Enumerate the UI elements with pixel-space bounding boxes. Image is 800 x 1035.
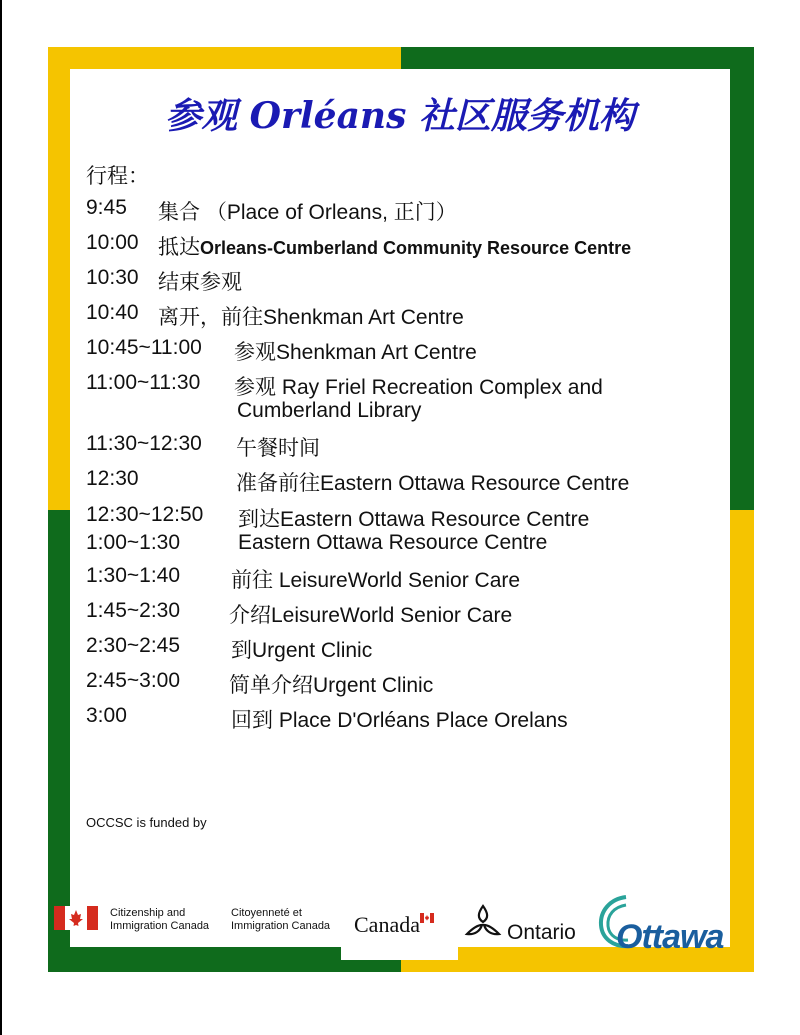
- schedule-time: 2:30~2:45: [86, 634, 181, 657]
- cic-english-name: [110, 907, 209, 933]
- schedule-desc: 结束参观: [158, 271, 242, 294]
- canada-wordmark: Canada: [354, 912, 420, 937]
- schedule-time: 1:45~2:30: [86, 599, 181, 622]
- schedule-desc: 介绍LeisureWorld Senior Care: [229, 604, 513, 627]
- schedule-desc: 离开，前往Shenkman Art Centre: [158, 306, 464, 329]
- schedule-desc-continued: Cumberland Library: [237, 399, 422, 422]
- schedule-time: 10:45~11:00: [86, 336, 202, 359]
- schedule-time: 10:30: [86, 266, 139, 289]
- schedule-time: 3:00: [86, 704, 127, 727]
- schedule-desc: 集合 （Place of Orleans, 正门）: [158, 201, 457, 224]
- cic-english-line: Citizenship and: [110, 907, 186, 919]
- schedule-desc-prefix: 抵达: [158, 236, 200, 259]
- schedule-desc-bold: Orleans-Cumberland Community Resource Centre: [200, 238, 632, 258]
- cic-french-line: Immigration Canada: [231, 920, 331, 932]
- canada-wordmark-flag-icon: [420, 913, 434, 923]
- cic-french-name: [231, 907, 330, 933]
- schedule-time: 12:30~12:50: [86, 503, 204, 526]
- schedule-desc: 到达Eastern Ottawa Resource Centre: [238, 508, 590, 531]
- cic-english-line: Immigration Canada: [110, 920, 210, 932]
- canada-flag-icon: [54, 906, 98, 930]
- schedule-desc: 午餐时间: [236, 437, 320, 460]
- schedule-time: 2:45~3:00: [86, 669, 181, 692]
- ottawa-wordmark: Ottawa: [616, 918, 724, 956]
- schedule-time: 10:40: [86, 301, 139, 324]
- schedule-desc: 简单介绍Urgent Clinic: [229, 674, 434, 697]
- page-title: 参观 Orléans 社区服务机构: [165, 95, 635, 137]
- schedule-time: 11:30~12:30: [86, 432, 202, 455]
- schedule-label: 行程：: [86, 165, 149, 188]
- schedule-desc: [158, 231, 631, 261]
- ontario-trillium-icon: [463, 903, 503, 943]
- schedule-time: 1:00~1:30: [86, 531, 181, 554]
- schedule-time: 9:45: [86, 196, 127, 219]
- schedule-desc: 到Urgent Clinic: [231, 639, 373, 662]
- schedule-desc: 前往 LeisureWorld Senior Care: [231, 569, 521, 592]
- schedule-desc: Eastern Ottawa Resource Centre: [238, 531, 548, 554]
- page-edge-rule: [0, 0, 2, 1035]
- schedule-desc: 参观Shenkman Art Centre: [234, 341, 477, 364]
- schedule-time: 12:30: [86, 467, 139, 490]
- schedule-time: 1:30~1:40: [86, 564, 181, 587]
- schedule-time: 11:00~11:30: [86, 371, 201, 394]
- cic-french-line: Citoyenneté et: [231, 907, 302, 919]
- schedule-time: 10:00: [86, 231, 139, 254]
- schedule-desc: 参观 Ray Friel Recreation Complex and: [234, 376, 603, 399]
- ontario-wordmark: Ontario: [507, 921, 576, 944]
- schedule-desc: 准备前往Eastern Ottawa Resource Centre: [236, 472, 630, 495]
- schedule-desc: 回到 Place D'Orléans Place Orelans: [231, 709, 568, 732]
- funded-by-note: OCCSC is funded by: [86, 815, 207, 830]
